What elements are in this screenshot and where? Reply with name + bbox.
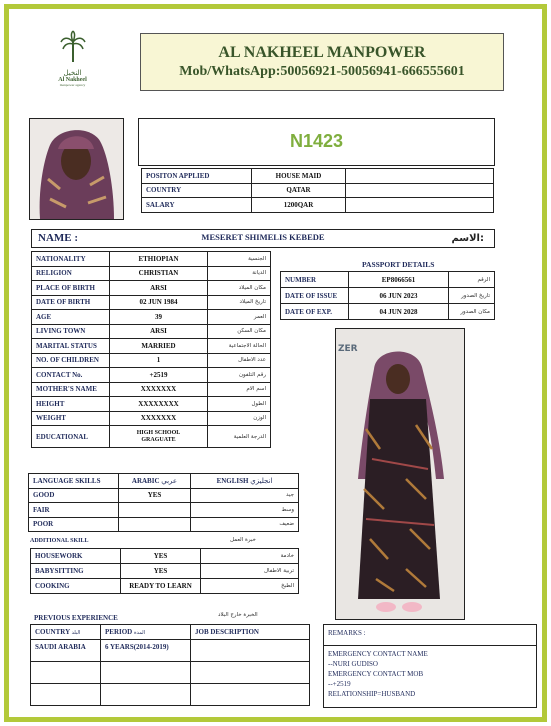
personal-label-arabic: الجنسية — [208, 252, 271, 267]
personal-label-arabic: الحالة الاجتماعية — [208, 339, 271, 354]
palm-logo-icon — [58, 30, 88, 64]
personal-label-arabic: الوزن — [208, 411, 271, 426]
full-body-photo — [335, 328, 465, 620]
personal-label-arabic: اسم الام — [208, 382, 271, 397]
skills-table — [30, 548, 299, 594]
personal-value: ARSI — [110, 281, 208, 296]
skill-value: YES — [121, 564, 201, 579]
experience-country — [31, 683, 101, 705]
language-arabic-value — [119, 517, 191, 532]
company-logo — [45, 30, 100, 90]
personal-label: HEIGHT — [32, 397, 110, 412]
personal-table — [31, 251, 271, 448]
company-header — [140, 33, 504, 91]
personal-label: LIVING TOWN — [32, 324, 110, 339]
skill-label-arabic: الطبخ — [201, 579, 299, 594]
experience-col-period: PERIOD المدة — [101, 625, 191, 640]
passport-value: 06 JUN 2023 — [349, 288, 449, 304]
language-row — [29, 503, 299, 518]
personal-row — [32, 397, 271, 412]
skill-label-arabic: تربية الاطفال — [201, 564, 299, 579]
face-photo — [29, 118, 124, 220]
personal-label-arabic: الديانة — [208, 266, 271, 281]
reference-number: N1423 — [138, 118, 495, 166]
skills-title: ADDITIONAL SKILL — [30, 538, 89, 544]
experience-row — [31, 683, 310, 705]
language-english-header: ENGLISH انجليزي — [191, 474, 299, 489]
personal-row — [32, 295, 271, 310]
job-row — [142, 169, 494, 184]
personal-row — [32, 324, 271, 339]
personal-row — [32, 353, 271, 368]
remarks-label: REMARKS : — [328, 629, 366, 637]
personal-row — [32, 252, 271, 267]
passport-label: DATE OF ISSUE — [281, 288, 349, 304]
personal-value: CHRISTIAN — [110, 266, 208, 281]
personal-value: HIGH SCHOOL GRAGUATE — [110, 426, 208, 448]
company-title: AL NAKHEEL MANPOWER — [218, 44, 426, 61]
personal-value: 02 JUN 1984 — [110, 295, 208, 310]
personal-label-arabic: مكان السكن — [208, 324, 271, 339]
experience-col-country: COUNTRY البلد — [31, 625, 101, 640]
personal-label: MOTHER'S NAME — [32, 382, 110, 397]
logo-subtitle: manpower agency — [59, 83, 86, 87]
personal-label-arabic: عدد الاطفال — [208, 353, 271, 368]
job-value: QATAR — [252, 183, 346, 198]
passport-row — [281, 304, 495, 320]
experience-period — [101, 683, 191, 705]
experience-period: 6 YEARS(2014-2019) — [101, 639, 191, 661]
language-level-arabic: ضعيف — [191, 517, 299, 532]
skill-label: BABYSITTING — [31, 564, 121, 579]
remarks-box — [323, 624, 537, 708]
language-row — [29, 517, 299, 532]
skill-label: COOKING — [31, 579, 121, 594]
passport-label: NUMBER — [281, 272, 349, 288]
personal-label-arabic: الدرجة العلمية — [208, 426, 271, 448]
job-label: POSITON APPLIED — [142, 169, 252, 184]
experience-col-job: JOB DESCRIPTION — [191, 625, 310, 640]
personal-value: 39 — [110, 310, 208, 325]
experience-table — [30, 624, 310, 706]
personal-label: DATE OF BIRTH — [32, 295, 110, 310]
personal-row — [32, 310, 271, 325]
language-level-arabic: وسط — [191, 503, 299, 518]
personal-row — [32, 368, 271, 383]
language-arabic-value: YES — [119, 488, 191, 503]
personal-value: ARSI — [110, 324, 208, 339]
experience-job — [191, 661, 310, 683]
remarks-line: EMERGENCY CONTACT MOB — [328, 670, 424, 678]
job-extra — [346, 183, 494, 198]
personal-value: 1 — [110, 353, 208, 368]
job-extra — [346, 198, 494, 213]
personal-row — [32, 266, 271, 281]
personal-label: PLACE OF BIRTH — [32, 281, 110, 296]
experience-period — [101, 661, 191, 683]
skill-value: READY TO LEARN — [121, 579, 201, 594]
language-arabic-header: ARABIC عربي — [119, 474, 191, 489]
experience-header-row — [31, 625, 310, 640]
passport-row — [281, 288, 495, 304]
personal-value: MARRIED — [110, 339, 208, 354]
passport-value: EP8066561 — [349, 272, 449, 288]
personal-label: EDUCATIONAL — [32, 426, 110, 448]
job-label: COUNTRY — [142, 183, 252, 198]
passport-label-arabic: تاريخ الصدور — [449, 288, 495, 304]
personal-row — [32, 281, 271, 296]
candidate-name: MESERET SHIMELIS KEBEDE — [201, 232, 325, 242]
name-label: NAME : — [38, 232, 79, 244]
passport-label: DATE OF EXP. — [281, 304, 349, 320]
passport-label-arabic: مكان الصدور — [449, 304, 495, 320]
remarks-line: --+2519 — [328, 680, 351, 688]
personal-row — [32, 339, 271, 354]
personal-label-arabic: العمر — [208, 310, 271, 325]
remarks-line: EMERGENCY CONTACT NAME — [328, 650, 428, 658]
experience-title: PREVIOUS EXPERIENCE — [34, 614, 118, 622]
skill-row — [31, 549, 299, 564]
personal-value: XXXXXXX — [110, 382, 208, 397]
personal-row — [32, 426, 271, 448]
personal-value: XXXXXXXX — [110, 397, 208, 412]
job-row — [142, 198, 494, 213]
job-value: HOUSE MAID — [252, 169, 346, 184]
job-table — [141, 168, 494, 213]
company-contact: Mob/WhatsApp:50056921-50056941-666555601 — [179, 64, 465, 79]
skill-label: HOUSEWORK — [31, 549, 121, 564]
skill-row — [31, 564, 299, 579]
personal-label: NATIONALITY — [32, 252, 110, 267]
passport-value: 04 JUN 2028 — [349, 304, 449, 320]
personal-label-arabic: تاريخ الميلاد — [208, 295, 271, 310]
language-row — [29, 488, 299, 503]
personal-row — [32, 382, 271, 397]
skill-row — [31, 579, 299, 594]
logo-arabic: النخيل — [63, 69, 82, 77]
language-header: LANGUAGE SKILLS — [29, 474, 119, 489]
skill-label-arabic: خادمة — [201, 549, 299, 564]
passport-label-arabic: الرقم — [449, 272, 495, 288]
name-row — [31, 229, 495, 248]
passport-title: PASSPORT DETAILS — [362, 260, 435, 269]
language-level: POOR — [29, 517, 119, 532]
language-header-row — [29, 474, 299, 489]
personal-label-arabic: رقم التلفون — [208, 368, 271, 383]
logo-name: Al Nakheel — [58, 77, 87, 83]
personal-row — [32, 411, 271, 426]
experience-row — [31, 639, 310, 661]
language-level: GOOD — [29, 488, 119, 503]
job-label: SALARY — [142, 198, 252, 213]
experience-job — [191, 683, 310, 705]
job-extra — [346, 169, 494, 184]
experience-row — [31, 661, 310, 683]
passport-table — [280, 271, 495, 320]
personal-label: RELIGION — [32, 266, 110, 281]
job-value: 1200QAR — [252, 198, 346, 213]
personal-value: +2519 — [110, 368, 208, 383]
personal-value: ETHIOPIAN — [110, 252, 208, 267]
language-arabic-value — [119, 503, 191, 518]
experience-country: SAUDI ARABIA — [31, 639, 101, 661]
personal-label-arabic: الطول — [208, 397, 271, 412]
experience-country — [31, 661, 101, 683]
passport-row — [281, 272, 495, 288]
personal-label-arabic: مكان الميلاد — [208, 281, 271, 296]
name-label-arabic: الاسم: — [451, 233, 484, 244]
experience-title-arabic: الخبرة خارج البلاد — [218, 612, 258, 618]
photo-watermark: ZER — [338, 344, 358, 354]
personal-label: MARITAL STATUS — [32, 339, 110, 354]
job-row — [142, 183, 494, 198]
skills-title-arabic: خبرة العمل — [230, 537, 256, 543]
language-level: FAIR — [29, 503, 119, 518]
language-table — [28, 473, 299, 532]
skill-value: YES — [121, 549, 201, 564]
personal-label: WEIGHT — [32, 411, 110, 426]
remarks-line: RELATIONSHIP=HUSBAND — [328, 690, 416, 698]
remarks-line: --NURI GUDISO — [328, 660, 378, 668]
personal-label: AGE — [32, 310, 110, 325]
personal-label: CONTACT No. — [32, 368, 110, 383]
language-level-arabic: جيد — [191, 488, 299, 503]
personal-label: NO. OF CHILDREN — [32, 353, 110, 368]
experience-job — [191, 639, 310, 661]
personal-value: XXXXXXX — [110, 411, 208, 426]
